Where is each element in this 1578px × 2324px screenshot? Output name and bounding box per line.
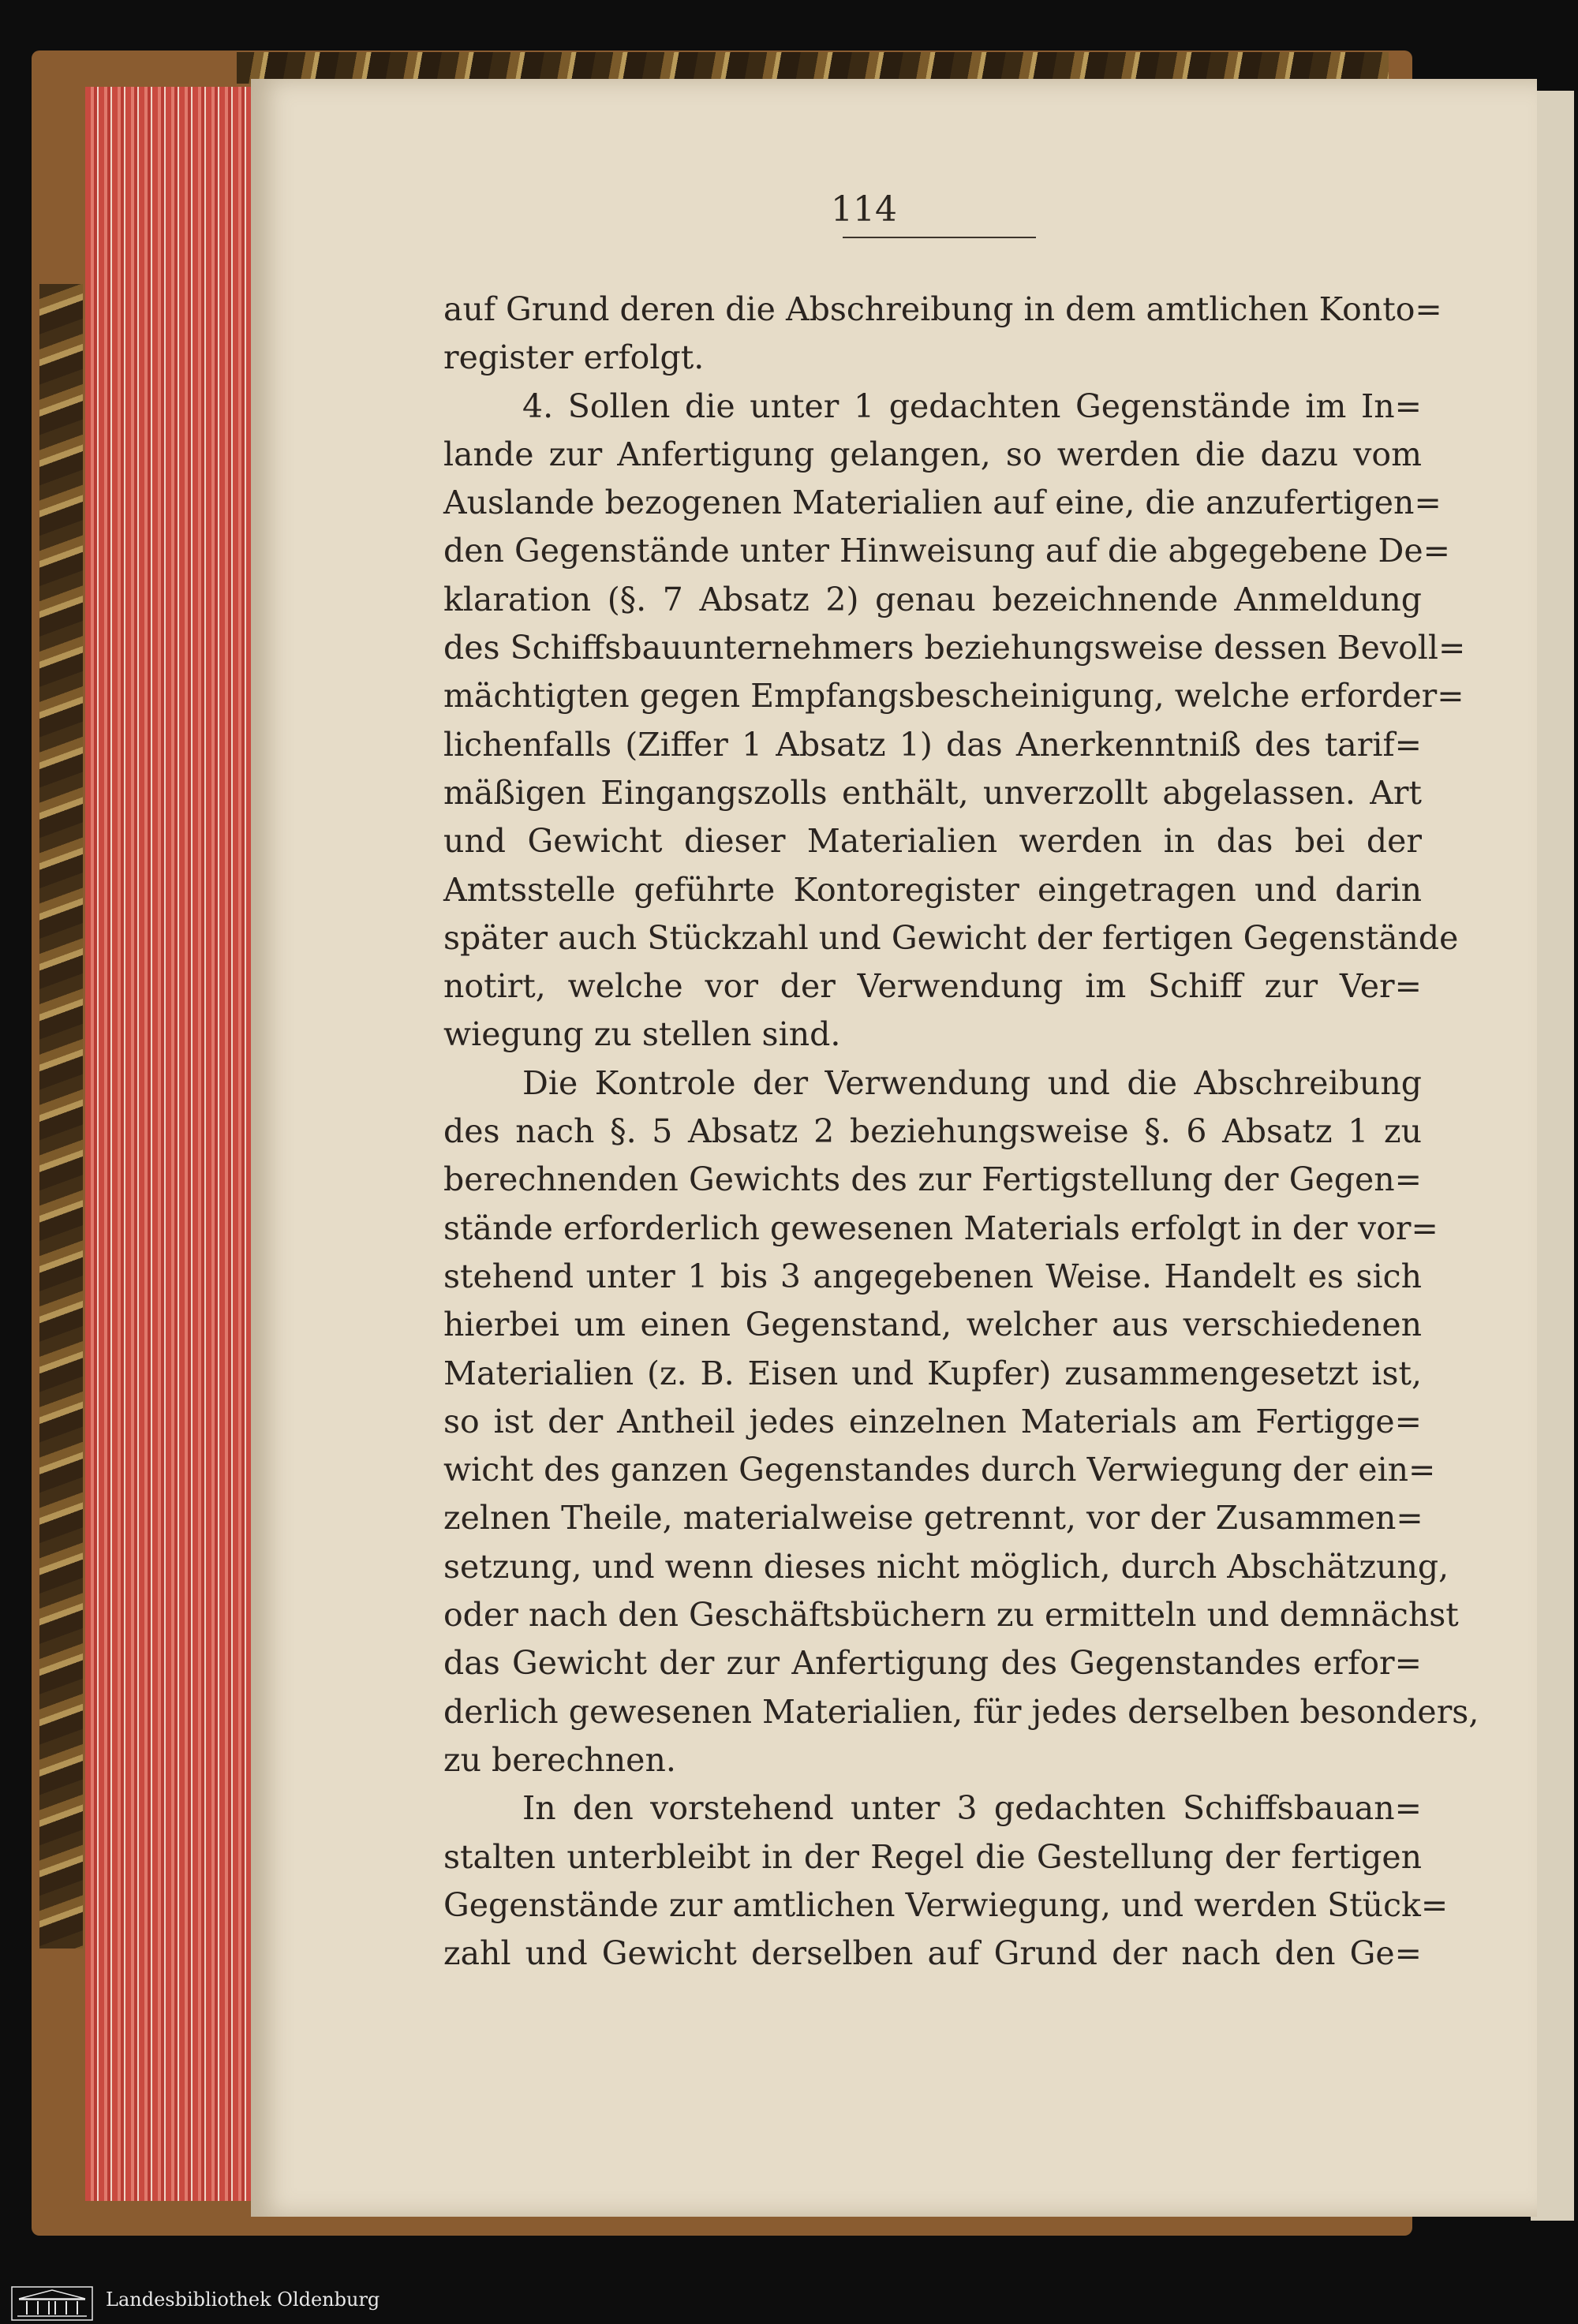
text-line: zelnen Theile, materialweise getrennt, vor der Zusammen= [443, 1499, 1423, 1538]
library-building-icon [11, 2286, 93, 2321]
marbled-board-side [39, 284, 83, 1948]
page-number-rule [843, 237, 1036, 238]
page-edges-stack [85, 87, 256, 2201]
library-name: Landesbibliothek Oldenburg [106, 2289, 380, 2311]
text-line: stände erforderlich gewesenen Materials erfolgt in der vor= [443, 1209, 1438, 1247]
text-line: setzung, und wenn dieses nicht möglich, durch Abschätzung, [443, 1547, 1449, 1586]
text-line: Auslande bezogenen Materialien auf eine, die anzufertigen= [443, 484, 1442, 522]
text-line: des Schiffsbauunternehmers beziehungsweise dessen Bevoll= [443, 629, 1466, 667]
text-line: wiegung zu stellen sind. [443, 1015, 841, 1054]
text-line: und Gewicht dieser Materialien werden in das bei der [443, 822, 1422, 861]
text-line: wicht des ganzen Gegenstandes durch Verwiegung der ein= [443, 1451, 1436, 1489]
text-line: notirt, welche vor der Verwendung im Schiff zur Ver= [443, 967, 1422, 1006]
right-page-edge [1531, 91, 1574, 2221]
text-line: so ist der Antheil jedes einzelnen Materials am Fertigge= [443, 1402, 1422, 1440]
text-line: des nach §. 5 Absatz 2 beziehungsweise §. 6 Absatz 1 zu [443, 1112, 1422, 1151]
text-line: berechnenden Gewichts des zur Fertigstellung der Gegen= [443, 1160, 1422, 1199]
text-line: zahl und Gewicht derselben auf Grund der nach den Ge= [443, 1934, 1422, 1973]
text-line: oder nach den Geschäftsbüchern zu ermitteln und demnächst [443, 1596, 1459, 1635]
text-line: den Gegenstände unter Hinweisung auf die abgegebene De= [443, 532, 1450, 570]
text-line: das Gewicht der zur Anfertigung des Gegenstandes erfor= [443, 1644, 1422, 1683]
page-text-block [443, 286, 1479, 1978]
page-number: 114 [831, 189, 897, 230]
text-line: Die Kontrole der Verwendung und die Abschreibung [522, 1063, 1422, 1102]
text-line: lande zur Anfertigung gelangen, so werden die dazu vom [443, 435, 1422, 473]
text-line: register erfolgt. [443, 338, 705, 377]
text-line: zu berechnen. [443, 1740, 676, 1779]
text-line: derlich gewesenen Materialien, für jedes derselben besonders, [443, 1692, 1479, 1731]
text-line: mäßigen Eingangszolls enthält, unverzollt abgelassen. Art [443, 773, 1422, 812]
text-line: lichenfalls (Ziffer 1 Absatz 1) das Anerkenntniß des tarif= [443, 725, 1422, 764]
text-line: stehend unter 1 bis 3 angegebenen Weise. Handelt es sich [443, 1257, 1422, 1295]
text-line: auf Grund deren die Abschreibung in dem amtlichen Konto= [443, 290, 1442, 328]
text-line: später auch Stückzahl und Gewicht der fertigen Gegenstände [443, 918, 1459, 957]
text-line: 4. Sollen die unter 1 gedachten Gegenstände im In= [522, 387, 1422, 425]
text-line: Gegenstände zur amtlichen Verwiegung, und werden Stück= [443, 1885, 1449, 1924]
text-line: Amtsstelle geführte Kontoregister eingetragen und darin [443, 870, 1422, 909]
text-line: mächtigten gegen Empfangsbescheinigung, welche erforder= [443, 677, 1464, 716]
text-line: In den vorstehend unter 3 gedachten Schiffsbauan= [522, 1789, 1422, 1828]
text-line: klaration (§. 7 Absatz 2) genau bezeichnende Anmeldung [443, 580, 1422, 618]
text-line: Materialien (z. B. Eisen und Kupfer) zusammengesetzt ist, [443, 1354, 1422, 1392]
text-line: stalten unterbleibt in der Regel die Gestellung der fertigen [443, 1837, 1422, 1876]
text-line: hierbei um einen Gegenstand, welcher aus verschiedenen [443, 1306, 1422, 1344]
